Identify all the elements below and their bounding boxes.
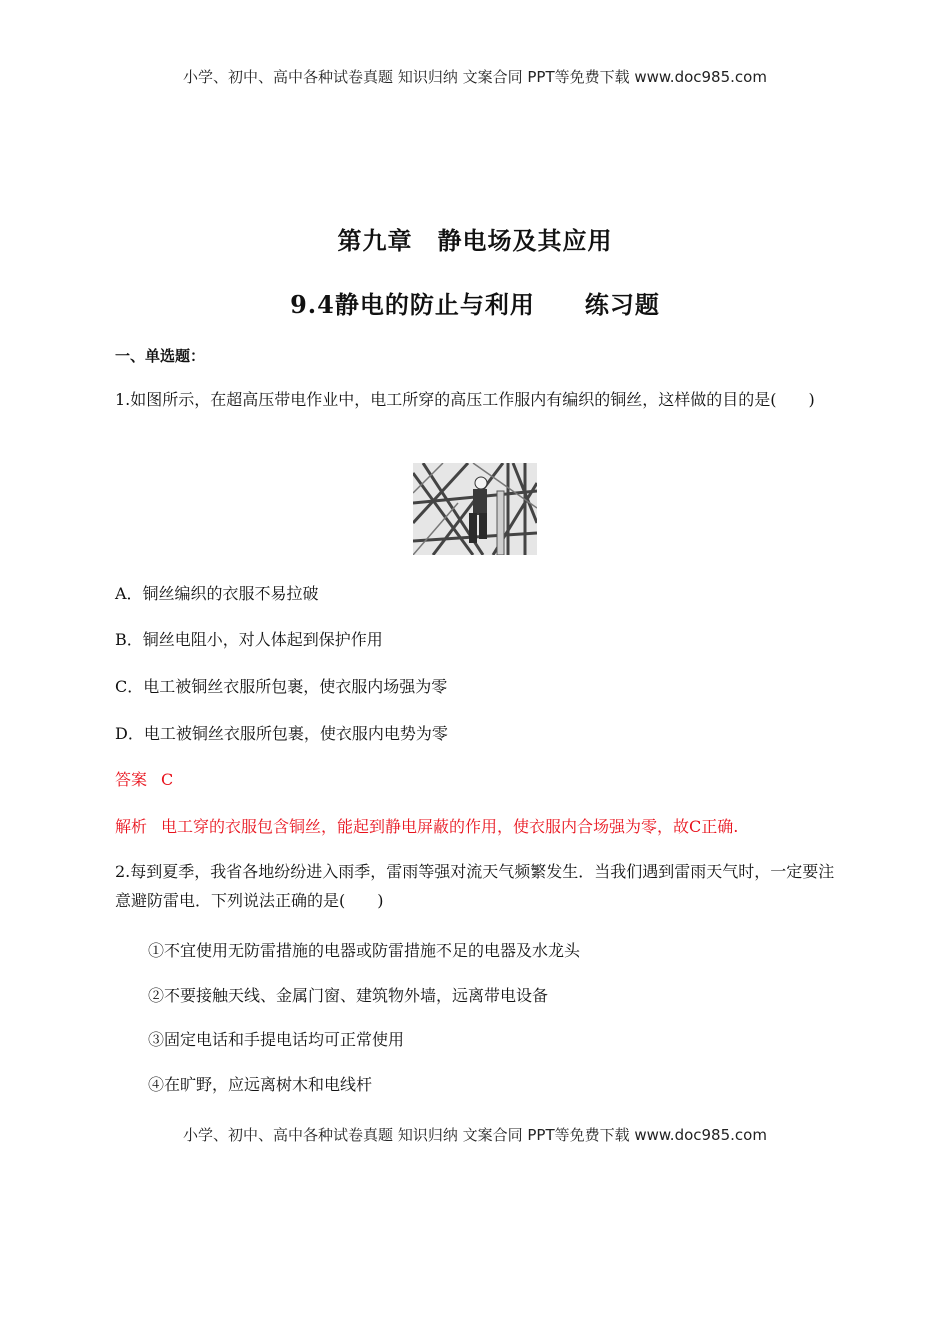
analysis-text: 电工穿的衣服包含铜丝，能起到静电屏蔽的作用，使衣服内合场强为零，故C正确. [161,817,739,836]
option-c: C．电工被铜丝衣服所包裹，使衣服内场强为零 [115,677,448,696]
footer-banner: 小学、初中、高中各种试卷真题 知识归纳 文案合同 PPT等免费下载 www.doc985.com [183,1126,767,1144]
option-d: D．电工被铜丝衣服所包裹，使衣服内电势为零 [115,724,448,743]
question-2-stem: 2.每到夏季，我省各地纷纷进入雨季，雷雨等强对流天气频繁发生．当我们遇到雷雨天气时，一定要注意避防雷电．下列说法正确的是( ) [115,862,835,910]
lesson-title: 9.4静电的防止与利用 练习题 [290,290,660,319]
option-a: A．铜丝编织的衣服不易拉破 [115,584,319,603]
statement-4: ④在旷野，应远离树木和电线杆 [148,1075,373,1094]
analysis-line [115,814,738,837]
electrician-tower-photo [413,463,537,555]
answer-line [115,767,173,790]
statement-3: ③固定电话和手提电话均可正常使用 [148,1030,405,1049]
question-1-stem: 1.如图所示，在超高压带电作业中，电工所穿的高压工作服内有编织的铜丝，这样做的目的是( ) [115,390,815,409]
header-banner: 小学、初中、高中各种试卷真题 知识归纳 文案合同 PPT等免费下载 www.doc985.com [183,68,767,86]
chapter-title: 第九章 静电场及其应用 [337,226,613,255]
analysis-label: 解析 [115,817,148,836]
tower-lattice-image [413,463,537,555]
option-b: B．铜丝电阻小，对人体起到保护作用 [115,630,383,649]
statement-2: ②不要接触天线、金属门窗、建筑物外墙，远离带电设备 [148,986,549,1005]
statement-1: ①不宜使用无防雷措施的电器或防雷措施不足的电器及水龙头 [148,941,581,960]
section-heading: 一、单选题： [115,347,206,365]
answer-value: C [161,770,174,789]
answer-label: 答案 [115,770,148,789]
